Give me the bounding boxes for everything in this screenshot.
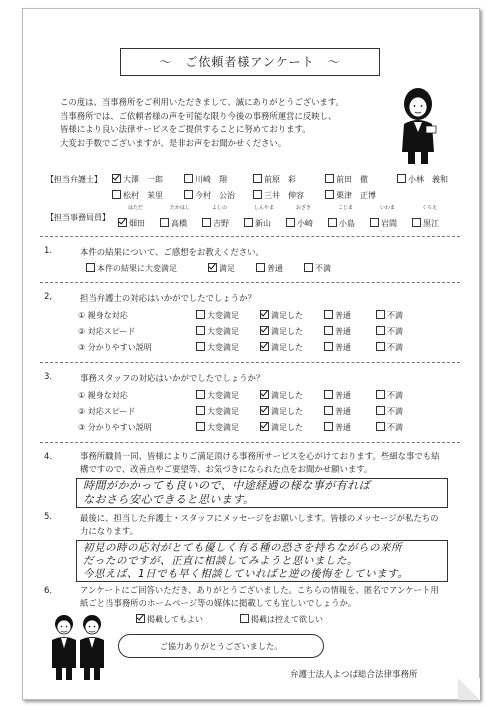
checkbox[interactable]	[260, 406, 269, 415]
checkbox[interactable]	[196, 406, 205, 415]
checkbox[interactable]	[196, 310, 205, 319]
q1-option[interactable]: 普通	[256, 263, 283, 274]
checkbox[interactable]	[324, 310, 333, 319]
checkbox[interactable]	[324, 390, 333, 399]
checkbox[interactable]	[112, 190, 121, 199]
intro-line: 大変お手数でございますが、是非お声をお聞かせください。	[60, 137, 287, 148]
checkbox[interactable]	[86, 263, 95, 272]
checkbox[interactable]	[184, 174, 193, 183]
checkbox[interactable]	[244, 218, 253, 227]
checkbox[interactable]	[260, 422, 269, 431]
q5-answer-line: だったのですが、正直に相談してみようと思いました。	[83, 555, 358, 567]
checkbox[interactable]	[196, 342, 205, 351]
staff-option[interactable]: こじま 小島	[328, 204, 355, 230]
q3-item-label: ③ 分かりやすい説明	[78, 423, 152, 432]
checkbox[interactable]	[412, 218, 421, 227]
staff-option[interactable]: しんやま 新山	[244, 204, 274, 230]
checkbox[interactable]	[325, 190, 334, 199]
checkbox[interactable]	[260, 390, 269, 399]
lawyer-option[interactable]: 小林 義和	[397, 174, 448, 185]
checkbox[interactable]	[260, 326, 269, 335]
staff-label: 【担当事務局員】	[46, 213, 110, 222]
intro-line: 当事務所では、ご依頼者様の声を可能な限り今後の事務所運営に反映し、	[60, 110, 337, 121]
question-text: アンケートにご回答いただき、ありがとうございました。こちらの情報を、匿名でアンケート用 紙ごと当事務所のホームページ等の媒体に掲載しても宜しいでしょうか。	[80, 585, 439, 608]
staff-option[interactable]: いわま 岩間	[370, 204, 397, 230]
checkbox[interactable]	[253, 174, 262, 183]
checkbox[interactable]	[118, 218, 127, 227]
divider	[40, 282, 460, 283]
checkbox[interactable]	[370, 218, 379, 227]
q2-item-label: ③ 分かりやすい説明	[78, 343, 152, 352]
staff-woman-illustration	[392, 86, 444, 168]
question-text: 担当弁護士の対応はいかがでしたでしょうか？	[80, 293, 256, 303]
checkbox[interactable]	[196, 390, 205, 399]
checkbox[interactable]	[260, 342, 269, 351]
checkbox[interactable]	[376, 310, 385, 319]
q4-answer-line: なおさら安心できると思います。	[83, 493, 255, 506]
checkbox[interactable]	[328, 218, 337, 227]
staff-option[interactable]: はただ 畑田	[118, 204, 145, 230]
question-text: 事務所職員一同、皆様によりご満足頂ける事務所サービスを心がけております。些細な事でも結 構ですので、改善点やご要望等、お気づきになられた点をお聞かせ願います。	[80, 451, 440, 474]
checkbox[interactable]	[376, 342, 385, 351]
thanks-bubble: ご協力ありがとうございました。	[118, 634, 324, 658]
checkbox[interactable]	[397, 174, 406, 183]
staff-option[interactable]: たかはし 高橋	[160, 204, 190, 230]
q1-option[interactable]: 満足	[208, 263, 235, 274]
checkbox[interactable]	[324, 406, 333, 415]
lawyers-label: 【担当弁護士】	[46, 175, 102, 184]
checkbox[interactable]	[240, 614, 249, 623]
lawyers-illustration	[46, 612, 112, 684]
q2-item-label: ① 親身な対応	[78, 311, 128, 320]
checkbox[interactable]	[304, 263, 313, 272]
lawyer-option[interactable]: 今村 公治	[184, 190, 235, 201]
checkbox[interactable]	[184, 190, 193, 199]
checkbox[interactable]	[376, 422, 385, 431]
staff-row	[118, 204, 458, 226]
checkbox[interactable]	[324, 422, 333, 431]
q6-option[interactable]: 掲載は控えて欲しい	[240, 614, 323, 625]
divider	[40, 362, 460, 363]
checkbox[interactable]	[324, 326, 333, 335]
checkbox[interactable]	[202, 218, 211, 227]
checkbox[interactable]	[324, 342, 333, 351]
q5-answer-line: 今思えば、1日でも早く相談していればと逆の後悔をしています。	[83, 568, 409, 580]
footer-firm-name: 弁護士法人よつば総合法律事務所	[290, 670, 418, 680]
checkbox[interactable]	[260, 310, 269, 319]
question-number: 2,	[44, 292, 53, 302]
checkbox[interactable]	[196, 422, 205, 431]
checkbox[interactable]	[286, 218, 295, 227]
staff-option[interactable]: くろえ 黒江	[412, 204, 439, 230]
divider	[40, 236, 460, 237]
q3-item-label: ② 対応スピード	[78, 407, 136, 416]
question-number: 4.	[44, 452, 53, 462]
q1-option[interactable]: 不満	[304, 263, 331, 274]
staff-option[interactable]: よしの 吉野	[202, 204, 229, 230]
checkbox[interactable]	[136, 614, 145, 623]
lawyer-option[interactable]: 三井 伸容	[253, 190, 304, 201]
checkbox[interactable]	[376, 390, 385, 399]
checkbox[interactable]	[376, 406, 385, 415]
lawyer-option[interactable]: 栗津 正博	[325, 190, 376, 201]
checkbox[interactable]	[196, 326, 205, 335]
q2-item-label: ② 対応スピード	[78, 327, 136, 336]
checkbox[interactable]	[160, 218, 169, 227]
q5-answer-box[interactable]	[76, 540, 448, 582]
question-text: 事務スタッフの対応はいかがでしたでしょうか？	[80, 373, 265, 383]
staff-option[interactable]: おざき 小崎	[286, 204, 313, 230]
page-curl	[458, 678, 480, 700]
divider	[40, 442, 460, 443]
question-number: 6.	[44, 586, 53, 596]
checkbox[interactable]	[376, 326, 385, 335]
q3-grid: 大変満足 満足した 普通 不満 大変満足 満足した 普通 不満 大変満足 満足した 普通 不満	[196, 390, 456, 438]
question-number: 3.	[44, 372, 53, 382]
lawyer-option[interactable]: 前原 彩	[253, 174, 296, 185]
intro-line: 皆様により良い法律サービスをご提供することに努めております。	[60, 124, 311, 134]
q3-item-label: ① 親身な対応	[78, 391, 128, 400]
q4-answer-line: 時間がかかっても良いので、中途経過の様な事が有れば	[83, 479, 371, 492]
question-number: 5.	[44, 512, 53, 522]
intro-text	[60, 96, 344, 150]
q1-option[interactable]: 本件の結果に大変満足	[86, 263, 177, 274]
question-number: 1.	[44, 246, 53, 256]
page-title: 〜 ご依頼者様アンケート 〜	[120, 48, 380, 76]
lawyer-option[interactable]: 大澤 一郎	[112, 174, 163, 185]
q4-answer-box[interactable]	[76, 478, 448, 508]
q5-answer-line: 初見の時の応対がとても優しく有る種の恐さを持ちながらの来所	[83, 542, 402, 554]
checkbox[interactable]	[208, 263, 217, 272]
lawyer-option[interactable]: 松村 茉里	[112, 190, 163, 201]
lawyer-option[interactable]: 川崎 翔	[184, 174, 227, 185]
intro-line: この度は、当事務所をご利用いただきまして、誠にありがとうございます。	[60, 97, 344, 107]
q6-option[interactable]: 掲載してもよい	[136, 614, 203, 625]
checkbox[interactable]	[253, 190, 262, 199]
question-text: 本件の結果について、ご感想をお教えください。	[80, 247, 264, 257]
lawyer-option[interactable]: 前田 徹	[325, 174, 368, 185]
question-text: 最後に、担当した弁護士・スタッフにメッセージをお願いします。皆様のメッセージが私たちの 力になります。	[80, 513, 439, 536]
checkbox[interactable]	[325, 174, 334, 183]
checkbox[interactable]	[112, 174, 121, 183]
q2-grid: 大変満足 満足した 普通 不満 大変満足 満足した 普通 不満 大変満足 満足した 普通 不満	[196, 310, 456, 358]
checkbox[interactable]	[256, 263, 265, 272]
